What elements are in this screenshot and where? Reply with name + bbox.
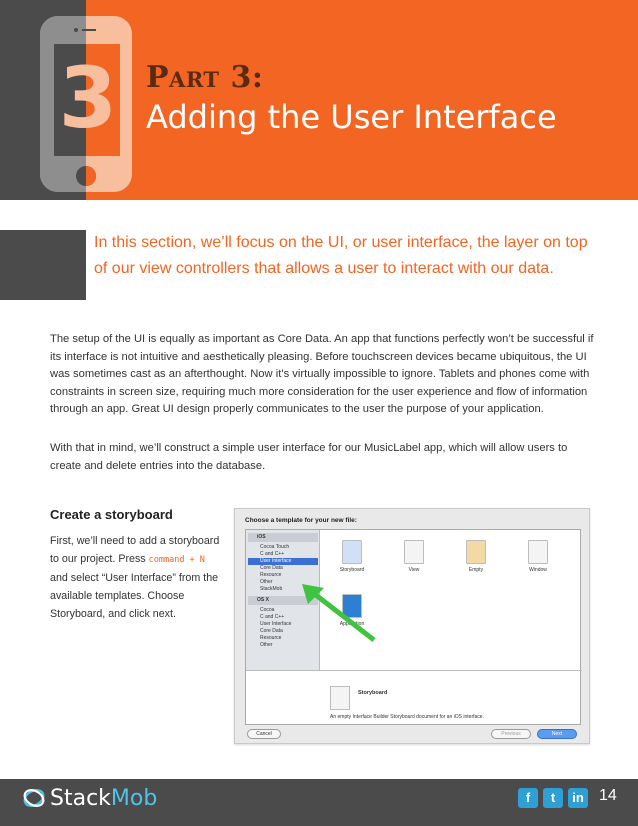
section-text-after: and select “User Interface” from the available templates. Choose Storyboard, and click next. [50,572,219,620]
intro-text: In this section, we’ll focus on the UI, or user interface, the layer on top of our view controllers that allows a user to interact with our data. [94,234,588,277]
template-view[interactable] [396,540,432,573]
sidebar-item[interactable]: Other [260,642,273,648]
template-window[interactable] [520,540,556,573]
section-text-before: First, we’ll need to add a storyboard to our project. Press [50,535,220,565]
arrow-shaft [312,592,374,640]
chooser-heading: Choose a template for your new file: [245,517,357,524]
chooser-pane [245,529,581,725]
detail-separator [246,670,582,671]
part-label: Part 3: [146,60,264,95]
brand-part-2: Mob [110,786,158,811]
sidebar-item[interactable]: C and C++ [260,551,285,557]
phone-camera-dot [74,28,78,32]
sidebar-header-ios: iOS [248,533,318,542]
page-number: 14 [599,787,617,804]
sidebar-header-osx: OS X [248,596,318,605]
view-file-icon [404,540,424,564]
template-label: Storyboard [339,567,365,573]
template-empty[interactable] [458,540,494,573]
brand-name [50,786,157,811]
sidebar-item[interactable]: Cocoa Touch [260,544,290,550]
detail-description: An empty Interface Builder Storyboard document for an iOS interface. [330,714,484,720]
intro-accent-bar [0,230,86,300]
sidebar-item-selected[interactable]: User Interface [260,558,292,564]
template-label: Empty [468,567,484,573]
detail-storyboard-icon [330,686,350,710]
cancel-button[interactable]: Cancel [247,729,281,739]
template-label: Application [339,621,365,627]
template-chooser-screenshot [234,508,590,744]
phone-speaker [82,29,96,31]
next-button[interactable]: Next [537,729,577,739]
section-heading: Create a storyboard [50,507,173,522]
sidebar-item[interactable]: C and C++ [260,614,285,620]
section-text [50,532,220,623]
command-shortcut: command + N [148,555,205,565]
body-paragraph-2: With that in mind, we’ll construct a simple user interface for our MusicLabel app, which will allow users to create and delete entries into the database. [50,442,568,472]
sidebar-item[interactable]: User Interface [260,621,292,627]
chapter-number: 3 [58,49,118,147]
page-title: Adding the User Interface [146,98,557,136]
sidebar-item[interactable]: Resource [260,635,282,641]
detail-title: Storyboard [358,690,388,696]
template-label: Window [529,567,547,573]
green-arrow-annotation [290,570,380,670]
sidebar-item[interactable]: Resource [260,572,282,578]
sidebar-item[interactable]: Cocoa [260,607,275,613]
window-file-icon [528,540,548,564]
template-label: View [408,567,420,573]
linkedin-icon[interactable]: in [568,788,588,808]
sidebar-item[interactable]: Other [260,579,273,585]
sidebar-item[interactable]: StackMob [260,586,283,592]
facebook-icon[interactable]: f [518,788,538,808]
twitter-icon[interactable]: t [543,788,563,808]
template-storyboard[interactable] [334,540,370,573]
sidebar-item[interactable]: Core Data [260,565,283,571]
storyboard-file-icon [342,540,362,564]
empty-file-icon [466,540,486,564]
brand-part-1: Stack [50,786,111,811]
body-paragraph-1: The setup of the UI is equally as important as Core Data. An app that functions perfectly won’t be successful if its interface is not intuitive and aesthetically pleasing. Before touchscreen devices became ubiquitous, the UI was sometimes cast as an afterthought. Now it’s virtually impossible to ignore. Tablets and phones come with constraints in screen size, requiring much more consideration for the user experience and flow of information through an app. Great UI design properly communicates to the user the purpose of your application. [50,333,594,416]
previous-button[interactable]: Previous [491,729,531,739]
stackmob-logo-icon [22,786,46,810]
sidebar-item[interactable]: Core Data [260,628,283,634]
